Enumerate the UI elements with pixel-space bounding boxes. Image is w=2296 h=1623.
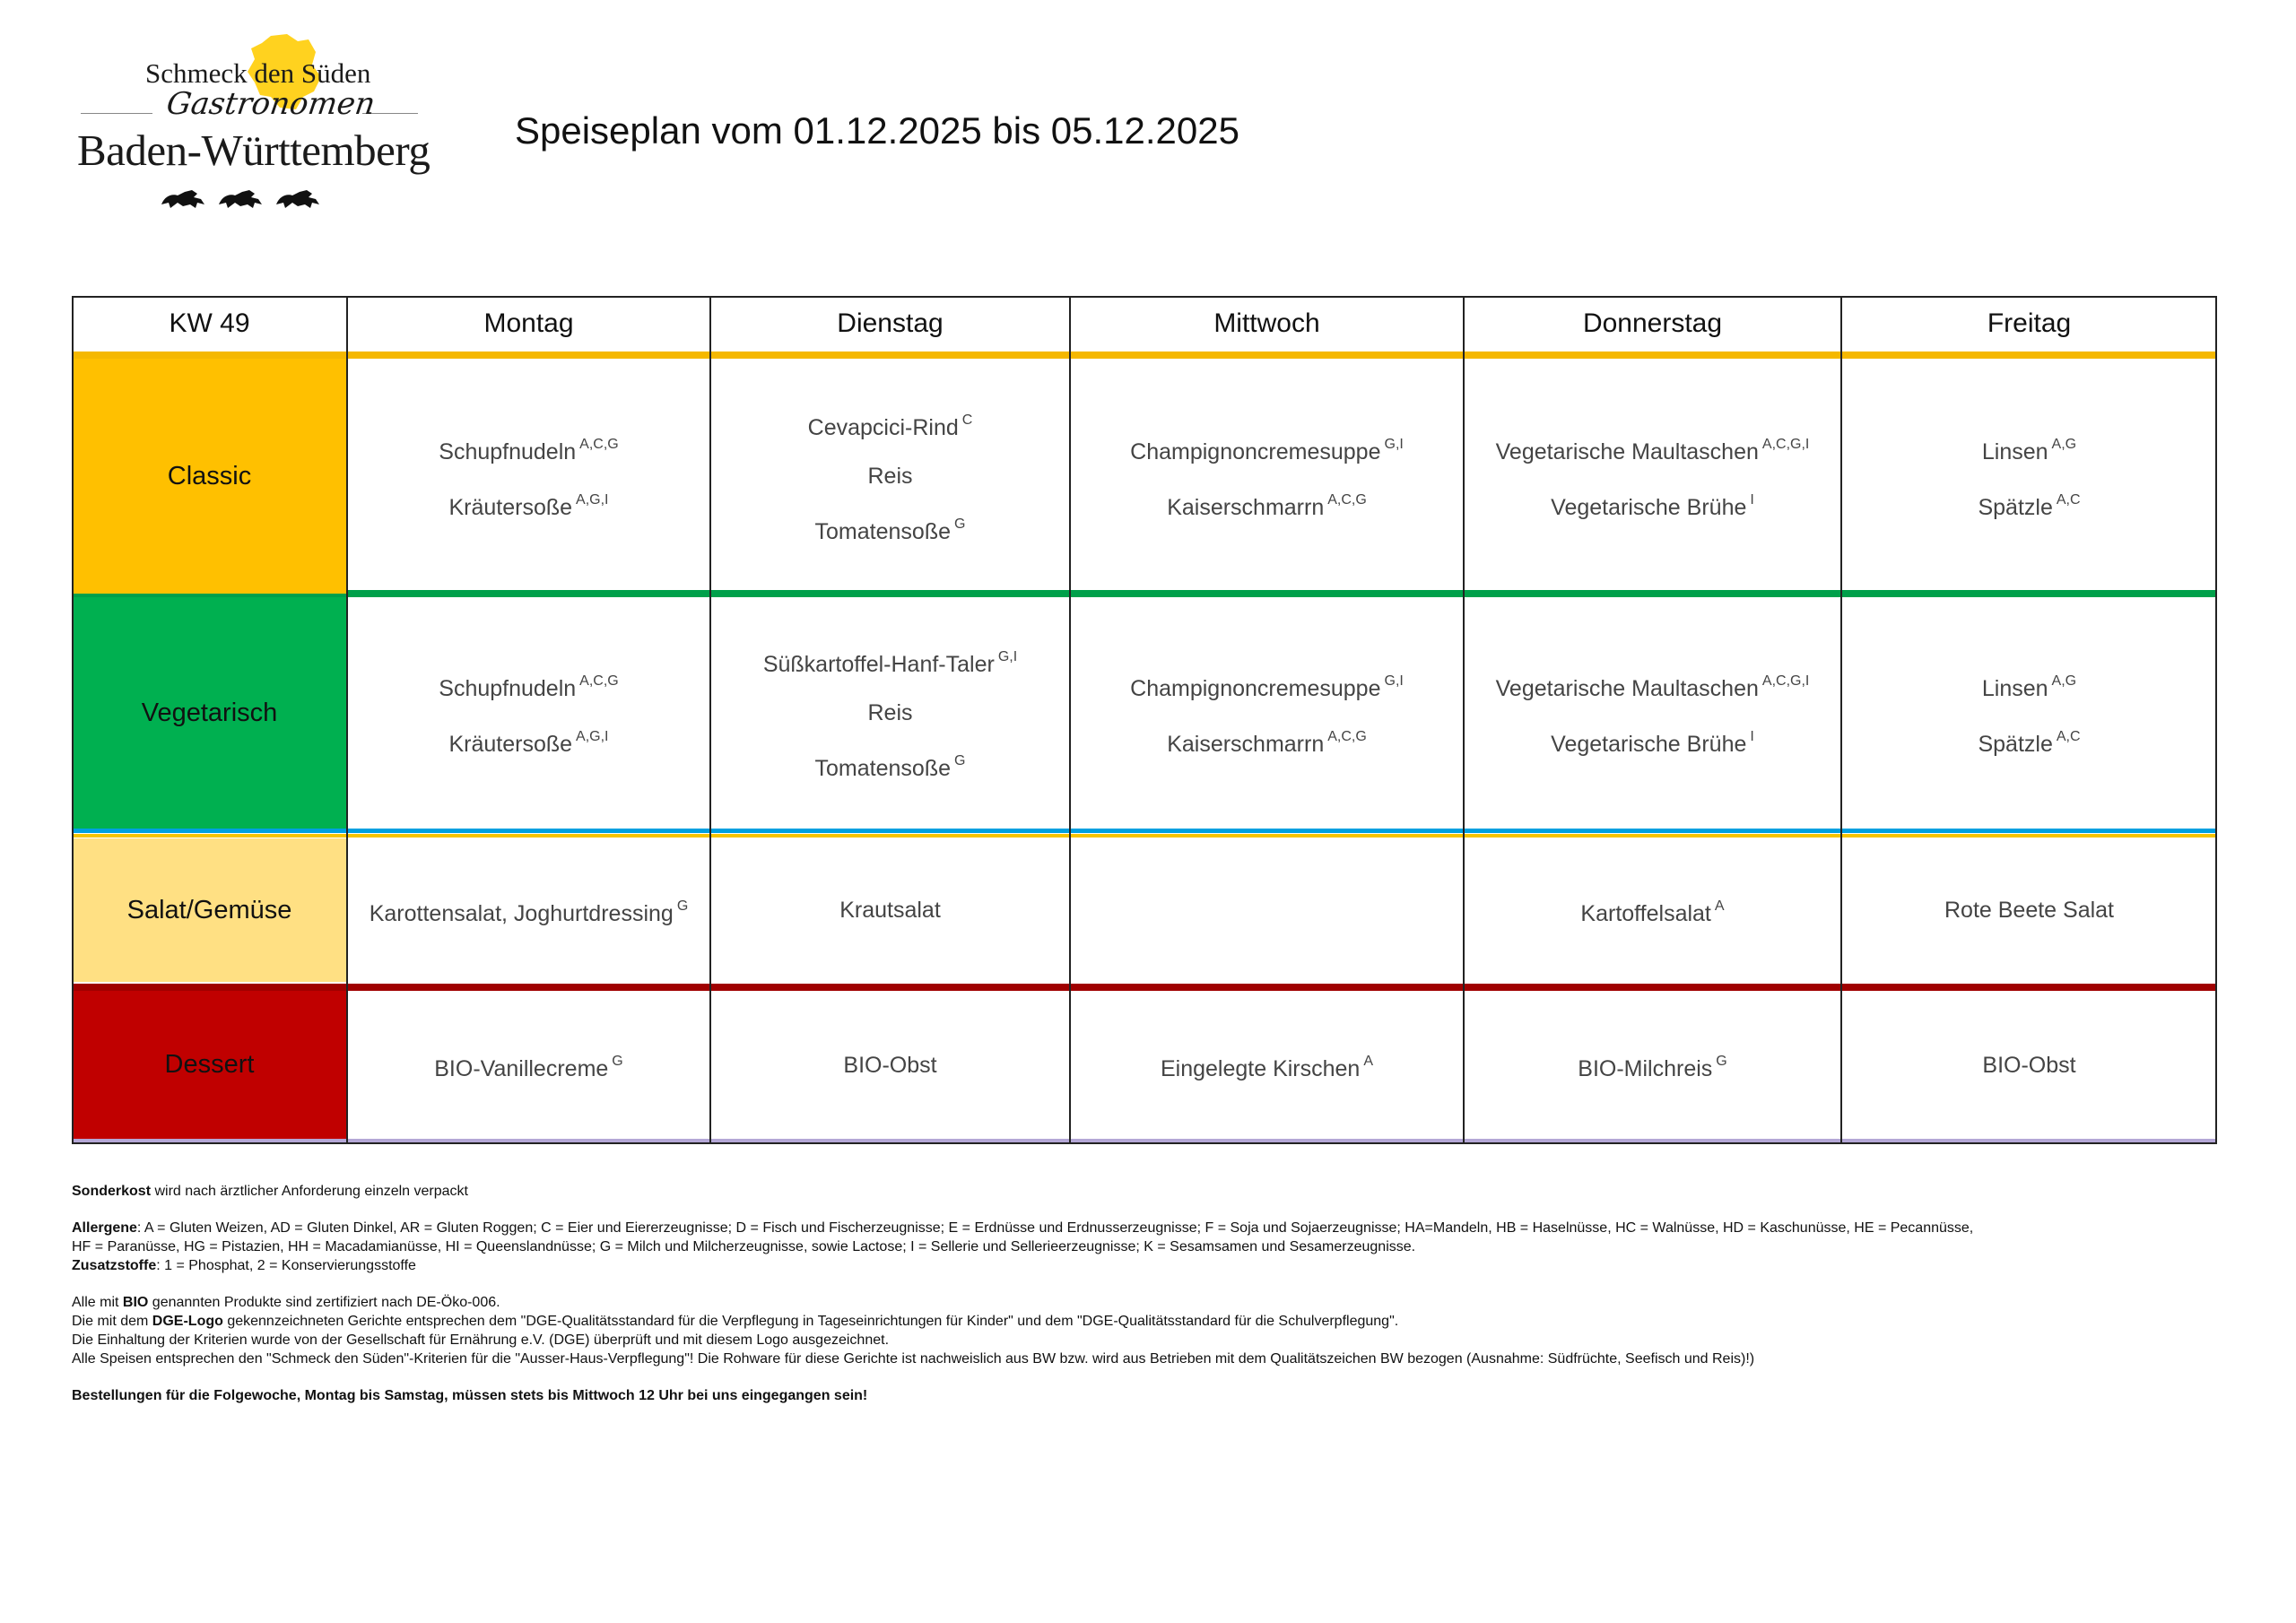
allergen-codes: G: [954, 753, 966, 768]
allergen-codes: G: [676, 898, 689, 914]
dish-line: [1944, 886, 2114, 934]
dish-name: Kräutersoße: [448, 732, 573, 757]
menu-cell: [1841, 359, 2217, 594]
dish-name: Tomatensoße: [814, 756, 951, 781]
dish-line: [434, 1037, 623, 1093]
column-divider: [709, 296, 711, 1144]
dish-name: BIO-Milchreis: [1578, 1055, 1713, 1081]
page-title: Speiseplan vom 01.12.2025 bis 05.12.2025: [515, 109, 1239, 152]
allergen-codes: G,I: [1384, 437, 1404, 452]
dish-line: [843, 1041, 936, 1089]
dish-name: BIO-Vanillecreme: [434, 1055, 609, 1081]
allergen-codes: A,G: [2051, 673, 2077, 689]
menu-cell: [710, 359, 1070, 594]
dish-line: [1130, 657, 1404, 713]
menu-cell: [710, 991, 1070, 1139]
allergen-codes: A,C,G: [1327, 492, 1367, 508]
allergen-codes: A,C,G: [1327, 729, 1367, 744]
dish-line: [1580, 882, 1724, 938]
section-stripe: [72, 834, 2217, 838]
dish-name: Schupfnudeln: [439, 439, 577, 464]
logo-line-bw: Baden-Württemberg: [77, 126, 430, 175]
dish-line: [1551, 713, 1754, 768]
column-divider: [346, 296, 348, 1144]
header-day: Mittwoch: [1213, 308, 1320, 338]
header-day: Montag: [483, 308, 574, 338]
dish-name: BIO-Obst: [1982, 1052, 2076, 1078]
three-lions-icon: [158, 185, 328, 212]
note-allergene: Allergene: A = Gluten Weizen, AD = Gluten Dinkel, AR = Gluten Roggen; C = Eier und Eiererzeugnisse; D = Fisch und Fischerzeugnisse; E = Erdnüsse und Erdnusserzeugnisse; F = Soja und Sojaerzeugnisse; HA=Mandeln, HB = Haselnüsse, HC = Walnüsse, HD = Kaschunüsse, HE = Pecannüsse,: [72, 1220, 1974, 1236]
dish-name: Rote Beete Salat: [1944, 898, 2114, 923]
dish-name: Reis: [867, 700, 913, 725]
section-stripe: [72, 984, 2217, 991]
dish-name: Tomatensoße: [814, 519, 951, 544]
dish-name: Eingelegte Kirschen: [1160, 1055, 1361, 1081]
allergen-codes: I: [1750, 492, 1754, 508]
menu-cell: [1464, 838, 1841, 982]
dish-line: [448, 713, 608, 768]
menu-cell: [1070, 597, 1464, 829]
allergen-codes: A: [1363, 1053, 1374, 1069]
dish-name: Vegetarische Maultaschen: [1495, 676, 1759, 701]
dish-line: [1551, 476, 1754, 532]
header-day: Dienstag: [837, 308, 944, 338]
dish-name: Kaiserschmarrn: [1167, 732, 1325, 757]
menu-cell: [1464, 991, 1841, 1139]
dish-line: [808, 396, 973, 452]
section-stripe: [72, 1139, 2217, 1144]
row-label: Vegetarisch: [72, 597, 347, 829]
dish-line: [1161, 1037, 1373, 1093]
note-bestellungen: Bestellungen für die Folgewoche, Montag bis Samstag, müssen stets bis Mittwoch 12 Uhr bei uns eingegangen sein!: [72, 1388, 868, 1403]
dish-name: Cevapcici-Rind: [807, 415, 959, 440]
allergen-codes: A,C,G: [579, 673, 619, 689]
menu-cell: [1070, 359, 1464, 594]
menu-cell: [1070, 838, 1464, 982]
note-zusatzstoffe: Zusatzstoffe: 1 = Phosphat, 2 = Konservierungsstoffe: [72, 1258, 416, 1273]
note-dge: Die mit dem DGE-Logo gekennzeichneten Gerichte entsprechen dem "DGE-Qualitätsstandard für die Verpflegung in Tageseinrichtungen für Kinder" und dem "DGE-Qualitätsstandard für die Schulverpflegung".: [72, 1314, 1399, 1329]
column-divider: [1463, 296, 1465, 1144]
row-label: Classic: [72, 359, 347, 594]
column-divider: [1840, 296, 1842, 1144]
allergen-codes: G: [954, 516, 966, 532]
note-allergene-2: HF = Paranüsse, HG = Pistazien, HH = Macadamianüsse, HI = Queenslandnüsse; G = Milch und Milcherzeugnisse, sowie Lactose; I = Sellerie und Sellerieerzeugnisse; K = Sesamsamen und Sesamerzeugnisse.: [72, 1239, 1416, 1254]
dish-line: [1130, 421, 1404, 476]
allergen-codes: A,G,I: [576, 492, 609, 508]
dish-name: Schupfnudeln: [439, 676, 577, 701]
dish-line: [763, 633, 1017, 689]
logo-line-gastronomen: Gastronomen: [164, 86, 378, 122]
dish-line: [439, 657, 618, 713]
menu-cell: [1464, 597, 1841, 829]
dish-line: [1167, 713, 1367, 768]
dish-name: Vegetarische Maultaschen: [1495, 439, 1759, 464]
allergen-codes: G: [612, 1053, 623, 1069]
notes: [72, 1182, 2224, 1405]
dish-name: BIO-Obst: [843, 1052, 937, 1078]
header-day: Freitag: [1987, 308, 2072, 338]
dish-name: Vegetarische Brühe: [1551, 732, 1747, 757]
menu-cell: [710, 597, 1070, 829]
logo-rule-left: [81, 113, 152, 114]
menu-cell: [1841, 991, 2217, 1139]
menu-cell: [347, 597, 710, 829]
column-divider: [1069, 296, 1071, 1144]
dish-line: [1982, 1041, 2075, 1089]
menu-cell: [1841, 838, 2217, 982]
row-label: Salat/Gemüse: [72, 838, 347, 982]
dish-line: [815, 737, 966, 793]
menu-cell: [347, 359, 710, 594]
allergen-codes: G: [1716, 1053, 1727, 1069]
dish-name: Linsen: [1981, 676, 2048, 701]
dish-name: Karottensalat, Joghurtdressing: [369, 901, 674, 926]
dish-name: Vegetarische Brühe: [1551, 495, 1747, 520]
note-sonderkost: Sonderkost wird nach ärztlicher Anforderung einzeln verpackt: [72, 1184, 468, 1199]
dish-line: [815, 500, 966, 556]
header-day: Donnerstag: [1582, 308, 1723, 338]
dish-line: [1578, 1037, 1726, 1093]
section-stripe: [72, 352, 2217, 359]
allergen-codes: C: [961, 412, 973, 428]
dish-line: [448, 476, 608, 532]
dish-name: Kräutersoße: [448, 495, 573, 520]
dish-name: Kartoffelsalat: [1580, 901, 1711, 926]
dish-line: [370, 882, 689, 938]
allergen-codes: I: [1750, 729, 1754, 744]
dish-line: [1978, 713, 2080, 768]
section-stripe: [72, 829, 2217, 833]
allergen-codes: A: [1714, 898, 1725, 914]
dish-line: [1496, 421, 1810, 476]
dish-line: [1496, 657, 1810, 713]
dish-name: Spätzle: [1978, 732, 2053, 757]
dish-line: [1982, 657, 2076, 713]
header-week: KW 49: [169, 308, 250, 338]
menu-cell: [347, 991, 710, 1139]
allergen-codes: A,C,G: [579, 437, 619, 452]
row-label: Dessert: [72, 991, 347, 1139]
allergen-codes: A,G,I: [576, 729, 609, 744]
dish-line: [1978, 476, 2080, 532]
note-dge-2: Die Einhaltung der Kriterien wurde von der Gesellschaft für Ernährung e.V. (DGE) überprüft und mit diesem Logo ausgezeichnet.: [72, 1332, 890, 1348]
note-schmeck-den-sueden: Alle Speisen entsprechen den "Schmeck den Süden"-Kriterien für die "Ausser-Haus-Verpflegung"! Die Rohware für diese Gerichte ist nachweislich aus BW bzw. wird aus Betrieben mit dem Qualitätszeichen BW bezogen (Ausnahme: Südfrüchte, Seefisch und Reis)!): [72, 1351, 1755, 1367]
note-bio: Alle mit BIO genannten Produkte sind zertifiziert nach DE-Öko-006.: [72, 1295, 500, 1310]
dish-line: [1167, 476, 1367, 532]
allergen-codes: A,C,G,I: [1761, 437, 1810, 452]
allergen-codes: G,I: [1384, 673, 1404, 689]
allergen-codes: A,C: [2056, 729, 2081, 744]
logo-line-schmeck: Schmeck den Süden: [145, 57, 371, 89]
logo: [77, 32, 430, 221]
dish-name: Süßkartoffel-Hanf-Taler: [762, 652, 995, 677]
allergen-codes: G,I: [997, 649, 1018, 664]
allergen-codes: A,C,G,I: [1761, 673, 1810, 689]
dish-name: Kaiserschmarrn: [1167, 495, 1325, 520]
dish-line: [439, 421, 618, 476]
menu-table: [72, 296, 2217, 1144]
menu-cell: [347, 838, 710, 982]
dish-name: Linsen: [1981, 439, 2048, 464]
menu-cell: [1841, 597, 2217, 829]
dish-name: Champignoncremesuppe: [1130, 676, 1381, 701]
menu-cell: [1464, 359, 1841, 594]
menu-cell: [710, 838, 1070, 982]
dish-name: Spätzle: [1978, 495, 2053, 520]
dish-line: [1982, 421, 2076, 476]
menu-cell: [1070, 991, 1464, 1139]
dish-name: Champignoncremesuppe: [1130, 439, 1381, 464]
allergen-codes: A,G: [2051, 437, 2077, 452]
dish-name: Reis: [867, 464, 913, 489]
dish-line: [839, 886, 941, 934]
dish-name: Krautsalat: [839, 898, 941, 923]
allergen-codes: A,C: [2056, 492, 2081, 508]
dish-line: [867, 452, 912, 500]
dish-line: [867, 689, 912, 737]
